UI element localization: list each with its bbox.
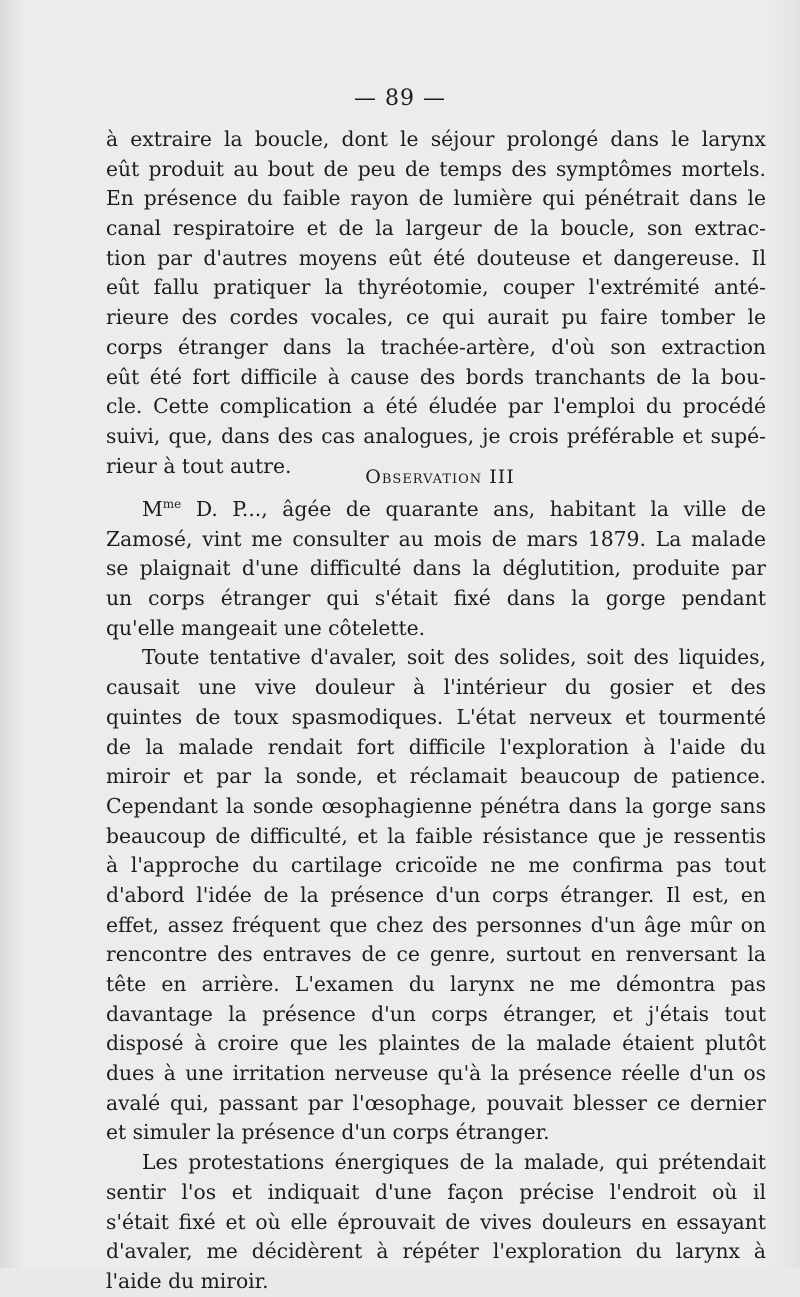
paragraph (106, 495, 766, 643)
text-line: l'aide du miroir. (106, 1268, 269, 1293)
text-line: avalé qui, passant par l'œsophage, pouvait blesser ce dernier (106, 1090, 766, 1115)
text-line: davantage la présence d'un corps étranger, et j'étais tout (106, 1001, 766, 1026)
paragraph (106, 643, 766, 1148)
text-line: cle. Cette complication a été éludée par l'emploi du procédé (106, 394, 766, 419)
text-line: eût produit au bout de peu de temps des symptômes mortels. (106, 156, 766, 181)
text-line: rieure des cordes vocales, ce qui aurait pu faire tomber le (106, 305, 766, 330)
text-line: rieur à tout autre. (106, 453, 292, 478)
text-line: En présence du faible rayon de lumière qui pénétrait dans le (106, 186, 766, 211)
text-line: eût fallu pratiquer la thyréotomie, couper l'extrémité anté- (106, 275, 766, 300)
page-number: — 89 — (354, 86, 446, 111)
text-line: beaucoup de difficulté, et la faible résistance que je ressentis (106, 823, 766, 848)
text-line: quintes de toux spasmodiques. L'état nerveux et tourmenté (106, 704, 766, 729)
text-line: Cependant la sonde œsophagienne pénétra dans la gorge sans (106, 793, 766, 818)
text-line: d'avaler, me décidèrent à répéter l'exploration du larynx à (106, 1239, 766, 1264)
text-line: $M^{me}$ D. P..., âgée de quarante ans, habitant la ville de (142, 497, 766, 521)
text-line: miroir et par la sonde, et réclamait beaucoup de patience. (106, 764, 766, 789)
paragraph (106, 1148, 766, 1296)
text-line: et simuler la présence d'un corps étranger. (106, 1120, 550, 1145)
text-line: effet, assez fréquent que chez des personnes d'un âge mûr on (106, 912, 766, 937)
text-line: de la malade rendait fort difficile l'exploration à l'aide du (106, 734, 766, 759)
text-line: un corps étranger qui s'était fixé dans la gorge pendant (106, 586, 766, 611)
text-line: à extraire la boucle, dont le séjour prolongé dans le larynx (106, 127, 766, 151)
text-line: eût été fort difficile à cause des bords tranchants de la bou- (106, 364, 766, 389)
text-line: suivi, que, dans des cas analogues, je crois préférable et supé- (106, 423, 766, 448)
text-line: dues à une irritation nerveuse qu'à la présence réelle d'un os (106, 1061, 766, 1086)
text-line: qu'elle mangeait une côtelette. (106, 615, 426, 640)
text-line: se plaignait d'une difficulté dans la déglutition, produite par (106, 556, 766, 581)
section-heading: Observation III (365, 466, 515, 488)
observation-body (106, 495, 766, 1297)
text-line: disposé à croire que les plaintes de la malade étaient plutôt (106, 1031, 766, 1056)
text-line: Toute tentative d'avaler, soit des solides, soit des liquides, (142, 645, 766, 670)
text-line: tête en arrière. L'examen du larynx ne me démontra pas (106, 972, 766, 996)
text-line: rencontre des entraves de ce genre, surtout en renversant la (106, 942, 766, 967)
text-line: causait une vive douleur à l'intérieur du gosier et des (106, 675, 766, 700)
text-line: à l'approche du cartilage cricoïde ne me confirma pas tout (106, 853, 766, 878)
paragraph-continuation (106, 125, 766, 481)
text-line: Zamosé, vint me consulter au mois de mars 1879. La malade (106, 526, 766, 551)
mme-abbreviation: $M^{me}$ (142, 497, 182, 521)
text-line: Les protestations énergiques de la malade, qui prétendait (142, 1150, 766, 1175)
text-line: tion par d'autres moyens eût été douteuse et dangereuse. Il (106, 245, 766, 270)
text-line: canal respiratoire et de la largeur de la boucle, son extrac- (106, 216, 766, 241)
text-line: s'était fixé et où elle éprouvait de vives douleurs en essayant (106, 1209, 766, 1234)
text-line: sentir l'os et indiquait d'une façon précise l'endroit où il (106, 1179, 766, 1204)
text-line: d'abord l'idée de la présence d'un corps étranger. Il est, en (106, 882, 766, 907)
text-line: corps étranger dans la trachée-artère, d'où son extraction (106, 334, 766, 359)
